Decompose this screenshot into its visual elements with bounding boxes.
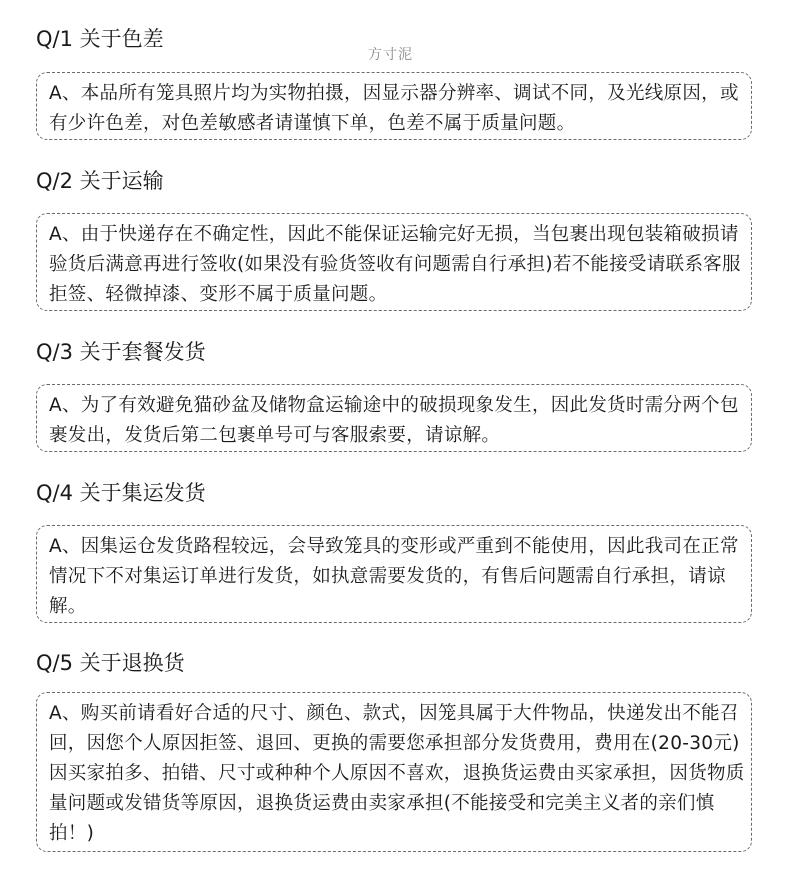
faq-answer-shipping: A、由于快递存在不确定性，因此不能保证运输完好无损，当包裹出现包装箱破损请验货后满意再进行签收(如果没有验货签收有问题需自行承担)若不能接受请联系客服拒签、轻微掉漆、变形不属于质量问题。 — [36, 213, 752, 311]
faq-question-color-difference: Q/1 关于色差 — [36, 27, 164, 51]
watermark: 方寸泥 — [368, 47, 413, 63]
faq-answer-returns: A、购买前请看好合适的尺寸、颜色、款式，因笼具属于大件物品，快递发出不能召回，因您个人原因拒签、退回、更换的需要您承担部分发货费用，费用在(20-30元)因买家拍多、拍错、尺寸或种种个人原因不喜欢，退换货运费由买家承担，因货物质量问题或发错货等原因，退换货运费由卖家承担(不能接受和完美主义者的亲们慎拍！) — [36, 692, 752, 852]
faq-question-returns: Q/5 关于退换货 — [36, 651, 185, 675]
faq-answer-bundle-delivery: A、为了有效避免猫砂盆及储物盒运输途中的破损现象发生，因此发货时需分两个包裹发出，发货后第二包裹单号可与客服索要，请谅解。 — [36, 384, 752, 452]
faq-question-consolidated-shipping: Q/4 关于集运发货 — [36, 481, 206, 505]
faq-answer-consolidated-shipping: A、因集运仓发货路程较远，会导致笼具的变形或严重到不能使用，因此我司在正常情况下不对集运订单进行发货，如执意需要发货的，有售后问题需自行承担，请谅解。 — [36, 525, 752, 623]
faq-answer-color-difference: A、本品所有笼具照片均为实物拍摄，因显示器分辨率、调试不同，及光线原因，或有少许色差，对色差敏感者请谨慎下单，色差不属于质量问题。 — [36, 72, 752, 140]
faq-question-bundle-delivery: Q/3 关于套餐发货 — [36, 340, 206, 364]
faq-question-shipping: Q/2 关于运输 — [36, 169, 164, 193]
